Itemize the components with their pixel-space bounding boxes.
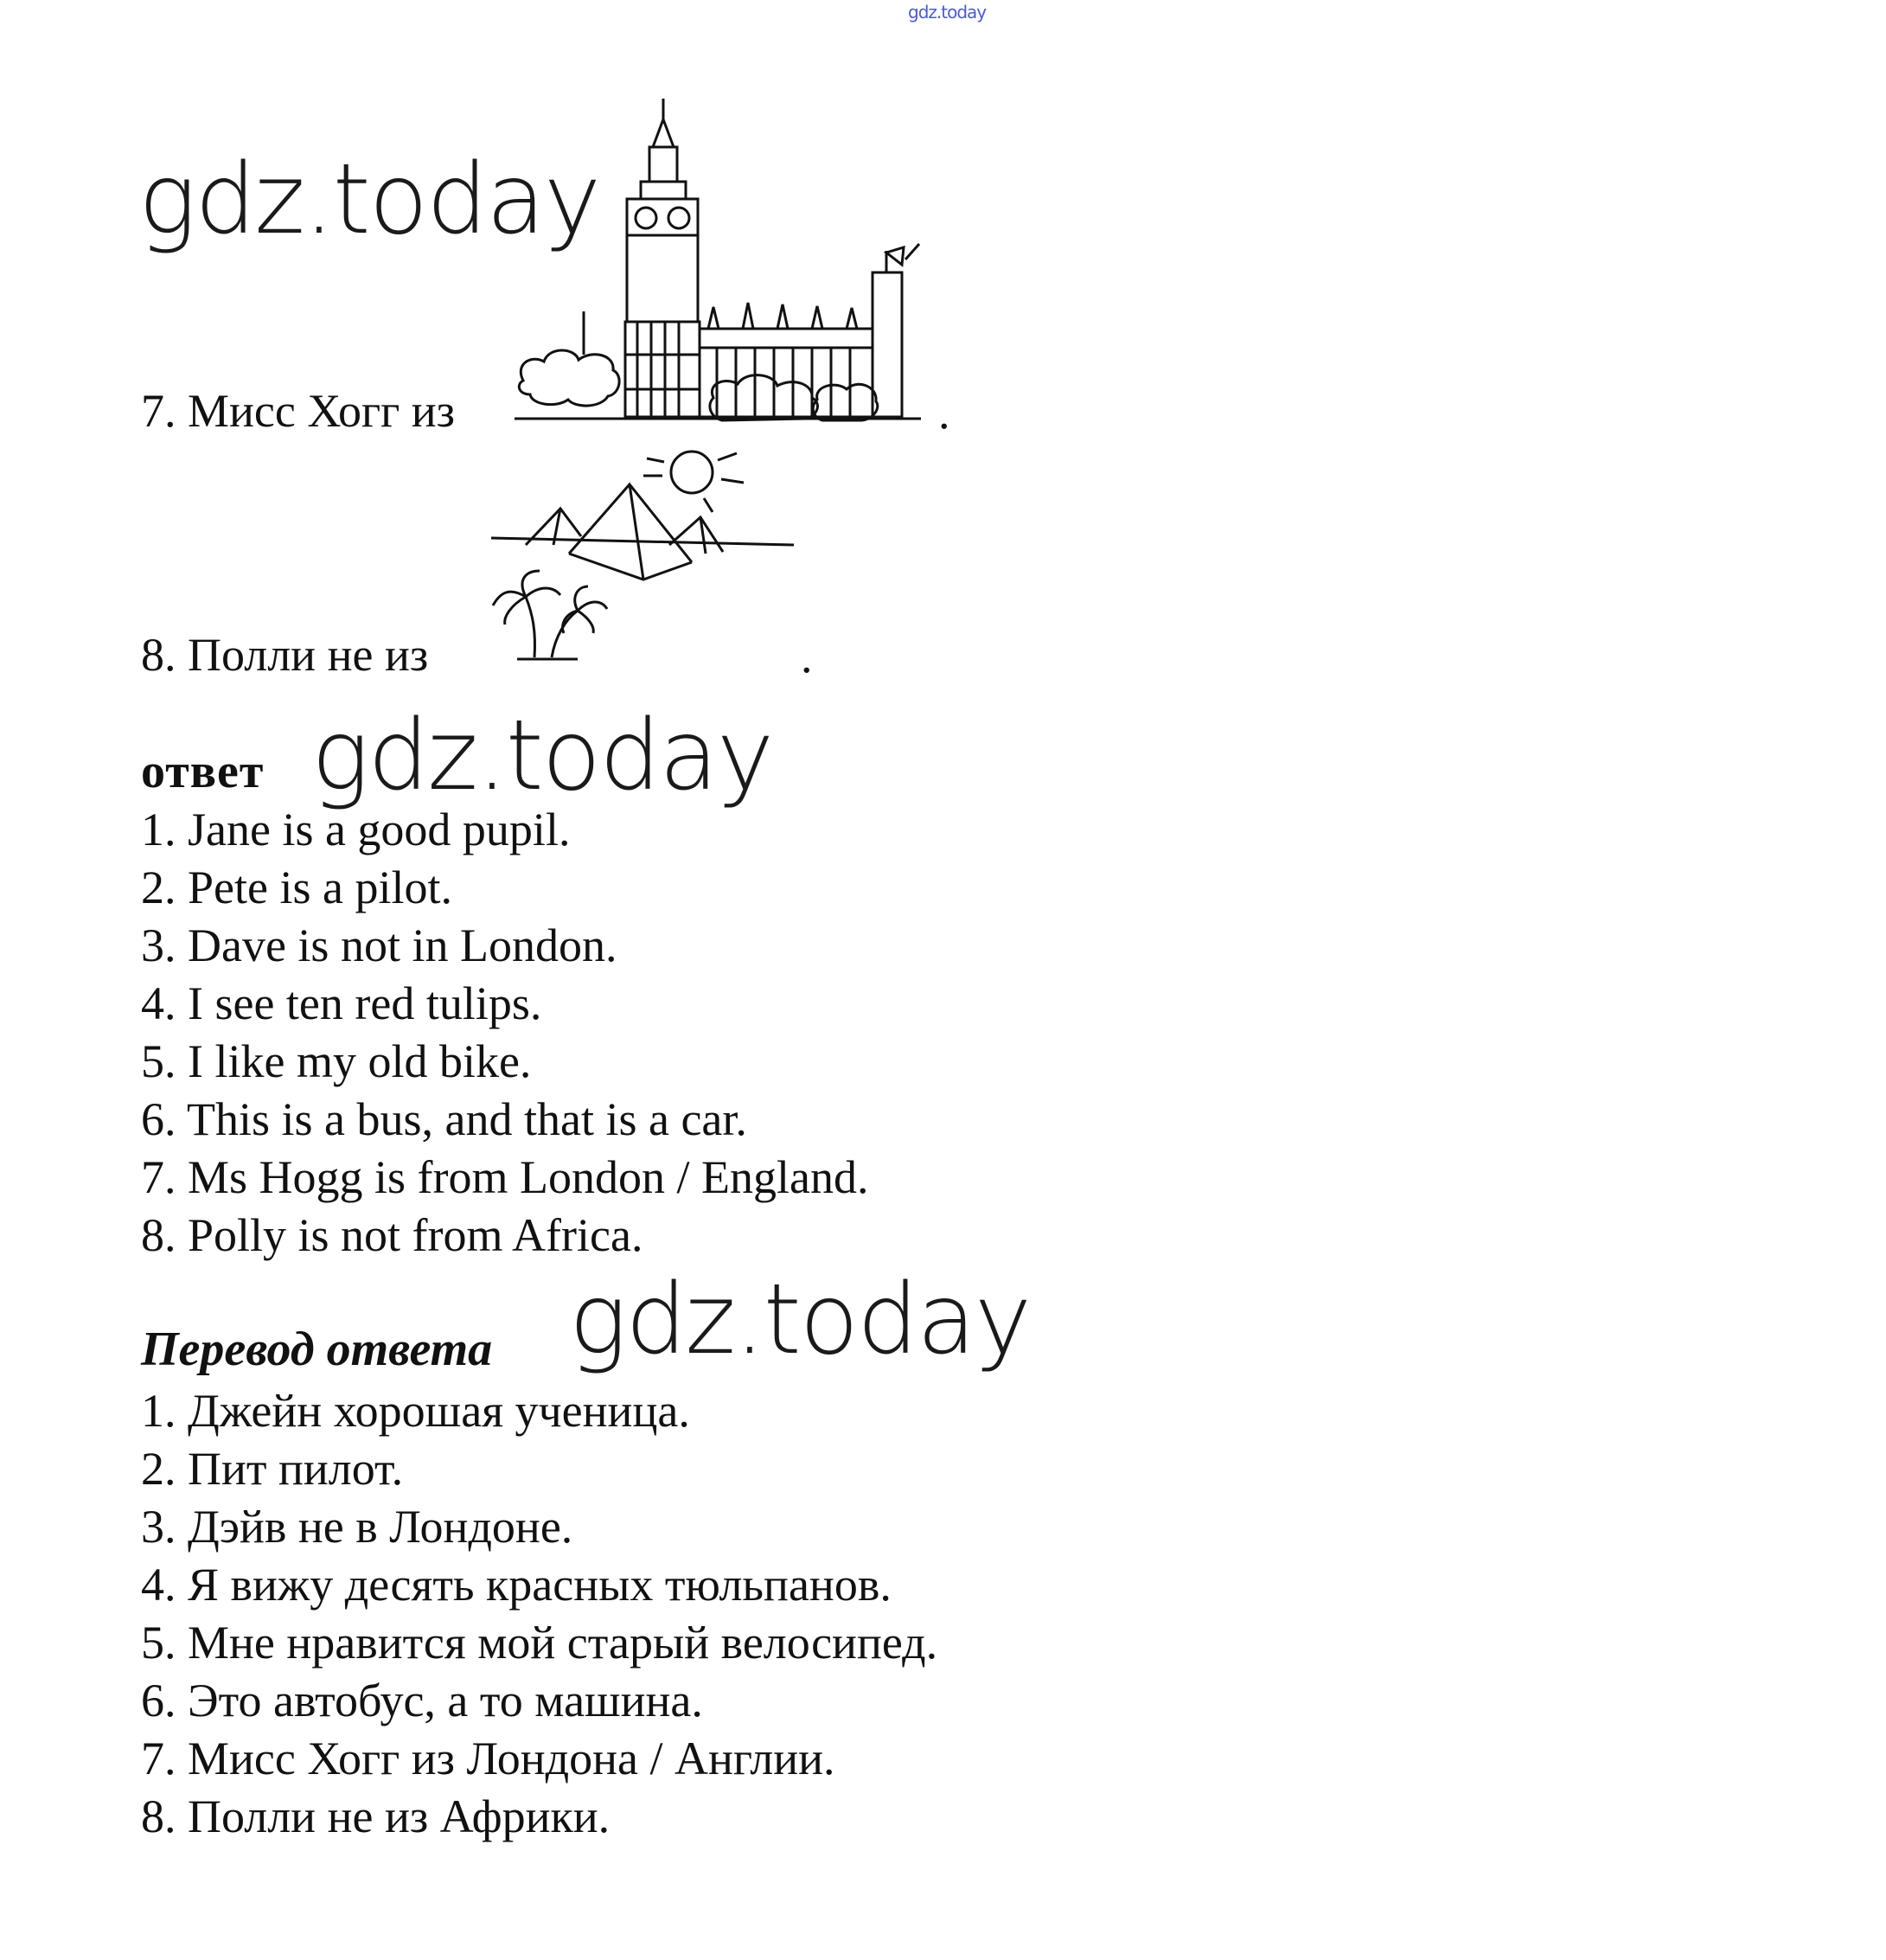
big-ben-parliament-drawing [515,95,938,424]
list-item: 4. Я вижу десять красных тюльпанов. [141,1559,892,1611]
answer-heading: ответ [141,745,265,798]
list-item: 7. Мисс Хогг из Лондона / Англии. [141,1733,835,1784]
task-7-text: 7. Мисс Хогг из [141,385,455,437]
list-item: 4. I see ten red tulips. [141,977,542,1029]
list-item: 2. Pete is a pilot. [141,862,452,913]
task-7-end: . [938,387,950,439]
watermark-large: gdz.today [569,1264,1031,1376]
list-item: 6. Это автобус, а то машина. [141,1675,703,1726]
watermark-large: gdz.today [138,144,600,256]
translation-list [141,1382,937,1846]
list-item: 1. Jane is a good pupil. [141,804,571,855]
list-item: 6. This is a bus, and that is a car. [141,1093,747,1145]
task-8-text: 8. Полли не из [141,629,429,681]
list-item: 3. Dave is not in London. [141,919,617,971]
translation-heading: Перевод ответа [141,1323,493,1376]
watermark-large: gdz.today [311,700,773,812]
list-item: 5. Мне нравится мой старый велосипед. [141,1617,938,1669]
list-item: 1. Джейн хорошая ученица. [141,1385,690,1437]
list-item: 2. Пит пилот. [141,1443,404,1495]
list-item: 3. Дэйв не в Лондоне. [141,1501,573,1553]
list-item: 8. Полли не из Африки. [141,1790,611,1842]
answer-list [141,801,868,1265]
watermark-top: gdz.today [908,2,987,22]
list-item: 8. Polly is not from Africa. [141,1209,643,1261]
list-item: 7. Ms Hogg is from London / England. [141,1151,869,1203]
pyramids-palms-drawing [491,441,802,666]
list-item: 5. I like my old bike. [141,1035,532,1087]
task-8-end: . [801,631,813,682]
